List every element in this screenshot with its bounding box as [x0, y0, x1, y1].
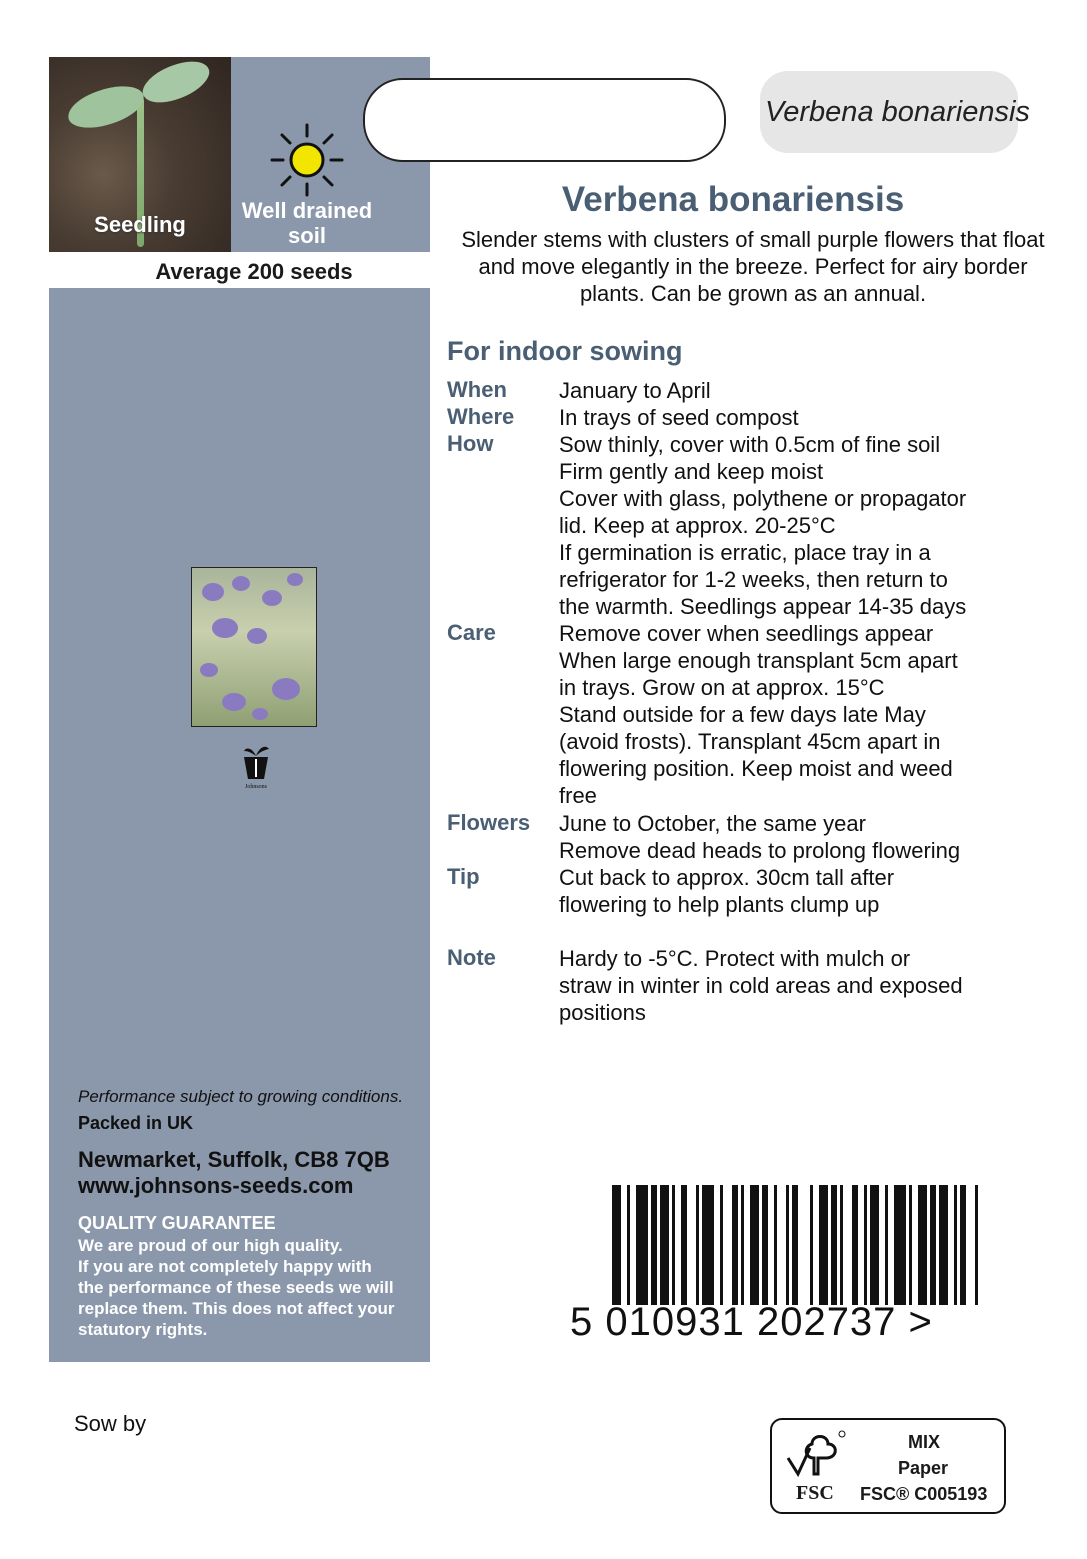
row-line: In trays of seed compost: [559, 405, 799, 430]
sun-icon: [270, 123, 344, 197]
blank-name-label: [363, 78, 726, 162]
barcode-bar: [960, 1185, 966, 1305]
seedling-photo: [49, 57, 231, 252]
product-title: Verbena bonariensis: [561, 180, 905, 219]
row-text-6: [559, 945, 1029, 1026]
barcode-bar: [792, 1185, 798, 1305]
barcode-bar: [954, 1185, 957, 1305]
barcode-bar: [636, 1185, 648, 1305]
row-line: flowering to help plants clump up: [559, 892, 880, 917]
barcode-bar: [870, 1185, 879, 1305]
product-description: Slender stems with clusters of small purple flowers that float and move elegantly in the breeze. Perfect for airy border plants. Can be grown as an annual.: [461, 227, 1045, 306]
row-text-2: [559, 431, 1029, 620]
row-label-4: Flowers: [447, 810, 531, 835]
row-line: (avoid frosts). Transplant 45cm apart in: [559, 729, 941, 754]
barcode-bar: [612, 1185, 621, 1305]
barcode-bar: [786, 1185, 789, 1305]
barcode-bar: [720, 1185, 723, 1305]
soil-label-line2: soil: [288, 223, 326, 248]
row-text-5: [559, 864, 1029, 918]
barcode: [612, 1185, 984, 1315]
row-line: Firm gently and keep moist: [559, 459, 824, 484]
address: [78, 1147, 390, 1199]
row-label-5: Tip: [447, 864, 480, 889]
seed-count: Average 200 seeds: [155, 259, 353, 284]
quality-guarantee-body: We are proud of our high quality. If you are not completely happy with the performance of these seeds we will replace them. This does not affect your statutory rights.: [78, 1236, 395, 1339]
row-text-1: [559, 404, 1029, 431]
soil-label-line1: Well drained: [241, 198, 373, 223]
fsc-tree-icon: [784, 1428, 848, 1480]
barcode-bar: [918, 1185, 927, 1305]
barcode-bar: [975, 1185, 978, 1305]
quality-guarantee-title: QUALITY GUARANTEE: [78, 1213, 276, 1233]
row-label-3: Care: [447, 620, 496, 645]
svg-text:Johnsons: Johnsons: [244, 784, 268, 790]
fsc-code: FSC® C005193: [860, 1484, 988, 1504]
packed-in: Packed in UK: [78, 1113, 194, 1133]
row-text-0: [559, 377, 1029, 404]
row-line: lid. Keep at approx. 20-25°C: [559, 513, 836, 538]
barcode-bar: [840, 1185, 843, 1305]
row-line: refrigerator for 1-2 weeks, then return to: [559, 567, 948, 592]
barcode-bar: [672, 1185, 675, 1305]
row-label-2: How: [447, 431, 494, 456]
row-label-0: When: [447, 377, 507, 402]
barcode-bar: [651, 1185, 657, 1305]
row-label-6: Note: [447, 945, 496, 970]
performance-note: Performance subject to growing conditions.: [78, 1087, 404, 1106]
fsc-mix: MIX: [908, 1432, 941, 1452]
row-line: When large enough transplant 5cm apart: [559, 648, 958, 673]
barcode-bar: [939, 1185, 948, 1305]
section-title: For indoor sowing: [447, 336, 683, 366]
row-text-4: [559, 810, 1029, 864]
barcode-digits: 5 010931 202737 >: [570, 1300, 933, 1344]
barcode-bar: [732, 1185, 738, 1305]
website-link: www.johnsons-seeds.com: [78, 1173, 354, 1198]
barcode-bar: [762, 1185, 768, 1305]
soil-condition-label: [231, 198, 383, 248]
row-line: in trays. Grow on at approx. 15°C: [559, 675, 885, 700]
row-line: Sow thinly, cover with 0.5cm of fine soil: [559, 432, 941, 457]
barcode-bar: [885, 1185, 888, 1305]
row-line: free: [559, 783, 597, 808]
barcode-bar: [750, 1185, 759, 1305]
row-line: straw in winter in cold areas and exposed: [559, 973, 963, 998]
row-line: June to October, the same year: [559, 811, 866, 836]
row-text-3: [559, 620, 1029, 809]
flower-photo: [191, 567, 317, 727]
row-line: If germination is erratic, place tray in a: [559, 540, 931, 565]
row-line: Cover with glass, polythene or propagator: [559, 486, 967, 511]
barcode-bar: [894, 1185, 906, 1305]
sow-by-label: Sow by: [74, 1411, 147, 1436]
row-line: the warmth. Seedlings appear 14-35 days: [559, 594, 967, 619]
barcode-bar: [810, 1185, 813, 1305]
fsc-paper: Paper: [898, 1458, 949, 1478]
barcode-bar: [702, 1185, 714, 1305]
row-line: positions: [559, 1000, 646, 1025]
row-line: January to April: [559, 378, 711, 403]
fsc-word: FSC: [796, 1482, 834, 1504]
row-line: Remove dead heads to prolong flowering: [559, 838, 961, 863]
barcode-bar: [660, 1185, 669, 1305]
row-line: Cut back to approx. 30cm tall after: [559, 865, 895, 890]
barcode-bar: [819, 1185, 828, 1305]
seedling-label: Seedling: [94, 212, 186, 237]
barcode-bar: [831, 1185, 837, 1305]
row-line: Remove cover when seedlings appear: [559, 621, 934, 646]
barcode-bar: [627, 1185, 630, 1305]
row-label-1: Where: [447, 404, 515, 429]
barcode-bar: [696, 1185, 699, 1305]
fsc-certification: [770, 1418, 1006, 1514]
barcode-bar: [930, 1185, 936, 1305]
barcode-bar: [774, 1185, 777, 1305]
barcode-bar: [909, 1185, 912, 1305]
top-botanical-name: Verbena bonariensis: [765, 96, 1030, 128]
row-line: Stand outside for a few days late May: [559, 702, 926, 727]
barcode-bar: [864, 1185, 867, 1305]
barcode-bar: [681, 1185, 687, 1305]
barcode-bar: [741, 1185, 744, 1305]
johnsons-logo: [238, 743, 274, 791]
row-line: Hardy to -5°C. Protect with mulch or: [559, 946, 911, 971]
address-line: Newmarket, Suffolk, CB8 7QB: [78, 1147, 390, 1172]
row-line: flowering position. Keep moist and weed: [559, 756, 953, 781]
barcode-bar: [852, 1185, 858, 1305]
